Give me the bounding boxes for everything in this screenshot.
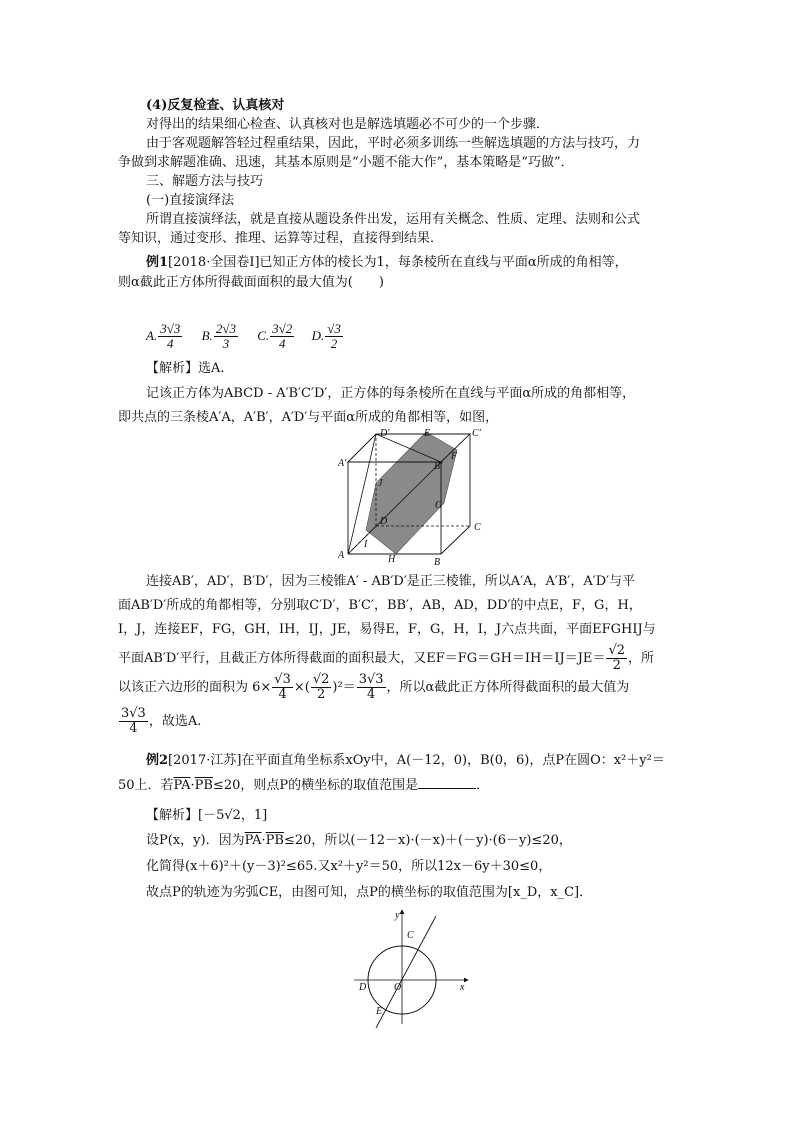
axis-y-label: y: [395, 910, 400, 921]
label-B: B: [434, 557, 441, 566]
example-1-solution-line-2: 即共点的三条棱A′A，A′B′，A′D′与平面α所成的角都相等，如图，: [118, 410, 499, 425]
origin-label: O: [394, 982, 402, 993]
vector-pa: $\overline{PA}$: [173, 778, 191, 793]
label-J: J: [378, 478, 383, 489]
example-1-solution-line-6: 平面AB′D′平行，且截正方体所得截面的面积最大，又EF＝FG＝GH＝IH＝IJ＝JE＝ $\frac{√2}{2}$ ，所: [118, 643, 655, 673]
example-1-solution-line-8: $\frac{3√3}{4}$ ，故选A.: [121, 706, 202, 736]
section-3-heading: 三、解题方法与技巧: [146, 174, 264, 189]
label-D1: D′: [380, 428, 390, 439]
side-length-fraction: $\frac{√2}{2}$: [608, 643, 625, 673]
section-4-paragraph-2-line-2: 争做到求解题准确、迅速，其基本原则是“小题不能大作”，基本策略是“巧做”．: [118, 155, 574, 170]
example-1-solution-head: 【解析】选A.: [146, 361, 225, 376]
example-1-line-1: 例1[2018·全国卷Ⅰ]已知正方体的棱长为1，每条棱所在直线与平面α所成的角相等，: [146, 255, 628, 270]
example-1-line-2: 则α截此正方体所得截面面积的最大值为( ): [118, 275, 384, 290]
method-paragraph-line-1: 所谓直接演绎法，就是直接从题设条件出发，运用有关概念、性质、定理、法则和公式: [146, 212, 641, 227]
point-d-label: D: [359, 982, 367, 993]
vector-pb: $\overline{PB}$: [194, 778, 213, 793]
label-C1: C′: [472, 428, 481, 439]
example-1-solution-line-1: 记该正方体为ABCD - A′B′C′D′，正方体的每条棱所在直线与平面α所成的角都相等，: [146, 386, 636, 401]
label-G: G: [435, 500, 443, 511]
label-C: C: [474, 522, 481, 533]
label-I: I: [364, 539, 368, 550]
example-2-solution-line-2: 化简得(x＋6)²＋(y－3)²≤65.又x²＋y²＝50，所以12x－6y＋30≤0，: [146, 859, 552, 874]
point-e-label: E: [376, 1006, 383, 1017]
axis-x-label: x: [460, 982, 465, 993]
subsection-heading: (一)直接演绎法: [146, 193, 235, 208]
option-b-fraction: $\frac{2√3}{3}$: [215, 321, 236, 351]
label-E: E: [424, 428, 431, 439]
example-1-solution-line-4: 面AB′D′所成的角都相等，分别取C′D′，B′C′，BB′，AB，AD，DD′的中点E，F，G，H，: [118, 598, 642, 613]
option-b-letter: B.: [201, 328, 213, 343]
example-1-solution-line-3: 连接AB′，AD′，B′D′，因为三棱锥A′ - AB′D′是正三棱锥，所以A′A，A′B′，A′D′与平: [146, 574, 636, 589]
label-B1: B′: [434, 461, 443, 472]
option-c-fraction: $\frac{3√2}{4}$: [272, 321, 293, 351]
max-area-fraction: $\frac{3√3}{4}$: [121, 706, 146, 736]
area-fraction-1: $\frac{√3}{4}$: [274, 672, 291, 702]
example-1-solution-line-5: I，J，连接EF，FG，GH，IH，IJ，JE，易得E，F，G，H，I，J六点共面，平面EFGHIJ与: [118, 622, 656, 637]
option-d-letter: D.: [311, 328, 325, 343]
section-4-paragraph-1: 对得出的结果细心检查、认真核对也是解选填题必不可少的一个步骤．: [146, 117, 550, 132]
example-2-line-2: 50上．若$\overline{PA}\cdot\overline{PB}\le 20$，则点P的横坐标的取值范围是 ．: [118, 778, 490, 793]
section-4-heading: (4)反复检查、认真核对: [146, 98, 285, 113]
example-1-label: 例1: [146, 255, 169, 270]
option-a-letter: A.: [146, 328, 158, 343]
point-c-label: C: [407, 930, 414, 941]
option-d-fraction: $\frac{√3}{2}$: [327, 321, 341, 351]
example-1-options: [146, 322, 344, 351]
label-H: H: [388, 554, 396, 565]
example-2-solution-line-1: 设P(x，y)．因为$\overline{PA}\cdot\overline{PB}\le 20$，所以(－12－x)·(－x)＋(－y)·(6－y)≤20，: [146, 833, 572, 848]
option-a-fraction: $\frac{3√3}{4}$: [160, 321, 181, 351]
label-F: F: [451, 451, 458, 462]
method-paragraph-line-2: 等知识，通过变形、推理、运算等过程，直接得到结果．: [118, 231, 444, 246]
hexagon-cross-section: [366, 432, 457, 554]
circle-diagram: [352, 906, 476, 1030]
example-2-line-1: 例2[2017·江苏]在平面直角坐标系xOy中，A(－12，0)，B(0，6)，点P在圆O：x²＋y²＝: [146, 753, 665, 768]
area-fraction-3: $\frac{3√3}{4}$: [358, 672, 384, 702]
label-A: A: [338, 550, 345, 561]
example-2-label: 例2: [146, 753, 169, 768]
area-fraction-2: $\frac{√2}{2}$: [312, 672, 330, 702]
label-D: D: [380, 516, 388, 527]
section-4-paragraph-2-line-1: 由于客观题解答轻过程重结果，因此，平时必须多训练一些解选填题的方法与技巧，力: [146, 136, 641, 151]
label-A1: A′: [338, 458, 347, 469]
option-c-letter: C.: [257, 328, 270, 343]
cube-diagram: [336, 426, 492, 566]
example-1-solution-line-7: 以该正六边形的面积为 6× $\frac{√3}{4}$ ×( $\frac{√2}{2}$ )²＝ $\frac{3√3}{4}$ ，所以α截此正方体所得截面积的最大值为: [118, 672, 630, 702]
example-2-solution-head: 【解析】[－5√2，1]: [146, 808, 268, 823]
example-2-solution-line-3: 故点P的轨迹为劣弧CE，由图可知，点P的横坐标的取值范围为[x_D，x_C]．: [146, 885, 593, 900]
answer-blank: [418, 776, 476, 789]
